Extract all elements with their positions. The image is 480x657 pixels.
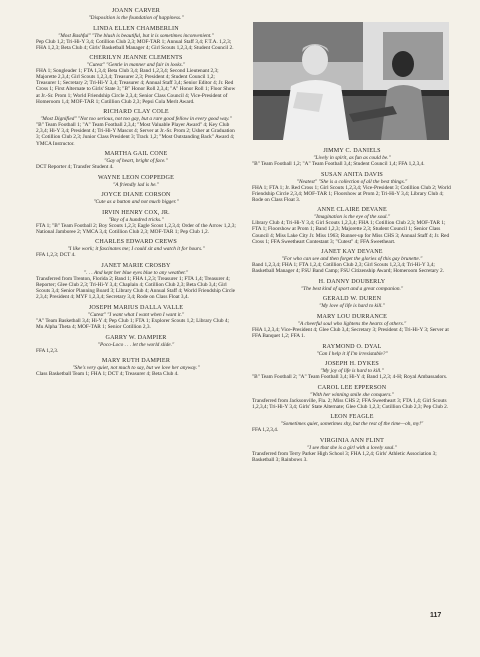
student-name: WAYNE LEON COPPEDGE: [97, 174, 175, 181]
student-name: CHARLES EDWARD CREWS: [95, 239, 177, 246]
student-quote: "Can I help it if I'm irresistable?": [316, 350, 388, 357]
student-quote: "Poco-Loco . . . let the world slide.": [97, 341, 175, 348]
student-entry: [252, 385, 452, 410]
student-quote: "Gay of heart, bright of face.": [104, 158, 168, 165]
student-name: GARRY W. DAMPIER: [105, 334, 167, 341]
student-quote: "For who can see and then forget the glories of this gay brunette.": [281, 256, 423, 263]
student-name: JANET MARIE CROSBY: [101, 263, 171, 269]
student-activities: FTA 1; "B" Team Football 2; Boy Scouts 1,2,3; Eagle Scout 1,2,3,4; Order of the Arrow 1,2,3; National Jamboree 2; YMCA 3,4; Cotillion Club 2,3; MOF-TAR 1; Pep Club 1,2.: [36, 222, 236, 235]
student-name: JOSEPH MARIUS DALLA VALLE: [88, 304, 184, 311]
student-entry: [36, 358, 236, 377]
student-entry: [36, 239, 236, 258]
page-number: 117: [430, 612, 442, 619]
left-column: [36, 8, 236, 382]
student-entry: [252, 438, 452, 463]
student-quote: "Cute as a button and not much bigger.": [93, 199, 179, 206]
student-quote: "Most Bashful" "The blush is beautiful, but it is sometimes inconvenient.": [58, 32, 214, 39]
student-name: RAYMOND O. DYAL: [322, 343, 382, 350]
student-entry: [36, 305, 236, 330]
student-quote: "My love of life is hard to kill.": [319, 303, 385, 310]
right-column: [252, 148, 452, 468]
student-quote: "I like work; it fascinates me; I could sit and watch it for hours.": [67, 246, 205, 253]
student-entry: [252, 249, 452, 274]
student-activities: Transferred from Terry Parker High School 3; FHA 1,2,4; Girls' Athletic Association 3; Basketball 3; Rainbows 3.: [252, 451, 437, 464]
student-name: H. DANNY DOUBERLY: [318, 278, 386, 285]
student-name: MARTHA GAIL CONE: [104, 151, 168, 158]
student-quote: "Imagination is the eye of the soul.": [313, 214, 391, 221]
student-quote: "Neatest" "She is a collection of all the best things.": [296, 178, 408, 185]
student-activities: FFA 1,2,3,4.: [252, 427, 279, 434]
student-entry: [252, 279, 452, 292]
student-name: ANNE CLAIRE DEVANE: [317, 207, 387, 214]
student-activities: FHA 1,2,3,4; Vice-President 4; Glee Club 3,4; Secretary 3; President 4; Tri-Hi-Y 3; Server at FFA Banquet 1,2; FFA 1.: [252, 326, 449, 340]
student-entry: [252, 314, 452, 339]
student-quote: "The best kind of sport and a great companion.": [300, 285, 404, 292]
student-activities: Transferred from Trenton, Florida 2; Band 1; FHA 1,2,3; Treasurer 1; FTA 1,4; Treasurer 4; Reporter; Glee Club 2,3; Tri-Hi-Y 3,4; Chaplain 4; Cotillion Club 2,3; Beta Club 3,4; Girl Scouts 3,4; Senior Planning Board 3; Library Club 4; Annual Staff 4; World Friendship Circle 2,3,4; President 4; MYF 1,2,3,4; Secretary 3,4; Rode on Class Float 3,4.: [36, 276, 236, 301]
student-entry: [252, 296, 452, 309]
student-entry: [252, 344, 452, 357]
student-name: CAROL LEE EPPERSON: [317, 384, 387, 391]
student-activities: "B" Team Football 2; "A" Team Football 3,4; Hi-Y 4; Band 1,2,3; 4-H; Royal Ambassadors.: [252, 374, 448, 381]
student-entry: [36, 109, 236, 146]
student-name: JOANN CARVER: [111, 8, 161, 14]
student-entry: [252, 207, 452, 244]
student-activities: Library Club 4; Tri-Hi-Y 3,4; Girl Scouts 1,2,3,4; FHA 1; Cotillion Club 2,3; MOF-TAR 1; FTA 1; Floorshow at Prom 1; Band 1,2,3; Majorette 2,3; Student Council 1; Senior Class Council 4; Miss Lake City Jr. Miss 1963; Runner-up for Miss CHS 3; Annual Staff 4; Jr. Red Cross 1; FFA Sweetheart Contestant 3; "Cutest" 4; FFA Sweetheart.: [252, 220, 450, 245]
photo-two-students: [253, 22, 449, 140]
student-name: SUSAN ANITA DAVIS: [320, 171, 384, 178]
student-activities: "B" Team Football 1; "A" Team Football 2,3,4; "Most Valuable Player Award" 4; Key Club 2,3,4; Hi-Y 3,4; President 4; Tri-Hi-Y Mascot 4; Server at Jr.-Sr. Prom 2; Usher at Graduation 3; Cotillion Club 2,3; Junior Class President 3; Track 1,2; "Most Outstanding Back" Award 4; YMCA Instructor.: [36, 122, 235, 147]
student-quote: "With her winning smile she conquers.": [310, 391, 394, 398]
student-entry: [36, 263, 236, 300]
student-quote: ". . . And kept her blue eyes blue to any weather.": [83, 270, 189, 276]
student-entry: [36, 8, 236, 21]
student-activities: FFA 1,2,3.: [36, 347, 59, 354]
student-activities: Band 1,2,3,4; FHA 1; FTA 1,2,4; Cotillion Club 2,3; Girl Scouts 1,2,3,4; Tri-Hi-Y 3,4; Basketball Manager 4; FSU Band Camp; FSU Citizenship Award; Homeroom Secretary 2.: [252, 262, 444, 275]
student-quote: "I see that she is a girl with a lovely soul.": [307, 445, 397, 451]
student-entry: [36, 335, 236, 354]
student-activities: "A" Team Basketball 3,4; Hi-Y 4; Pep Club 1; FTA 1; Explorer Scouts 1,2; Library Club 4; Mu Alpha Theta 4; MOF-TAR 1; Senior Cotillion 2,3.: [36, 317, 230, 330]
student-quote: "A friendly lad is he.": [113, 181, 159, 188]
student-entry: [36, 210, 236, 235]
student-entry: [252, 361, 452, 380]
student-entry: [252, 148, 452, 167]
student-entry: [36, 26, 236, 51]
student-activities: FHA 1; FTA 1; Jr. Red Cross 1; Girl Scouts 1,2,3,4; Vice-President 3; Cotillion Club 2; World Friendship Circle 2,3,4; MOF-TAR 1; Floorshow at Prom 2; Tri-Hi-Y 3,4; Library Club 4; Rode on Class Float 3.: [252, 184, 451, 203]
student-name: MARY RUTH DAMPIER: [101, 358, 171, 365]
student-quote: "Disposition is the foundation of happiness.": [88, 15, 184, 21]
student-quote: "Cutest" "Gentle in manner and fair in looks.": [86, 62, 186, 69]
student-activities: FHA 1; Songleader 1; FTA 1,3,4; Beta Club 3,4; Band 1,2,3,4; Second Lieutenant 2,3; Majorette 2,3,4; Girl Scouts 1,2,3,4; Treasurer 2,3; President 4; Student Council 1,2; Treasurer 1; Secretary 2; Tri-Hi-Y 3,4; Treasurer 4; Annual Staff 3,4; Senior Editor 4; Jr. Red Cross 1; First Alternate to Girls' State 3; "B" Honor Roll 2,3,4; "A" Honor Roll 1; Floor Show at Jr.-Sr. Prom 1; World Friendship Circle 2,3,4; Senior Class Council 4; Vice-President of Homeroom 1,4; MOF-TAR 1; Cotillion Club 2,3; Pepsi Cola Merit Award.: [36, 68, 236, 105]
student-activities: Transferred from Jacksonville, Fla. 2; Miss CHS 2; FFA Sweetheart 3; FTA 1,4; Girl Scouts 1,2,3,4; Tri-Hi-Y 3,4; Girls' State Alternate; Glee Club 1,2,3; Cotillion Club 2,3; Pep Club 2.: [252, 397, 449, 410]
student-entry: [36, 55, 236, 105]
student-quote: "A cheerful soul who lightens the hearts of others.": [297, 320, 407, 327]
student-entry: [36, 192, 236, 205]
student-name: RICHARD CLAY COLE: [103, 109, 169, 116]
student-entry: [36, 151, 236, 170]
student-quote: "My joy of life is hard to kill.": [320, 368, 384, 375]
student-entry: [36, 175, 236, 188]
student-entry: [252, 172, 452, 203]
student-quote: "She's very quiet, not much to say, but we love her anyway.": [72, 365, 200, 372]
student-name: LEON FEAGLE: [330, 414, 374, 421]
student-quote: "Sometimes quiet, sometimes shy, but the rest of the time—oh, my!": [280, 421, 424, 428]
student-activities: "B" Team Football 1,2; "A" Team Football 3,4; Student Council 1,4; FFA 1,2,3,4.: [252, 161, 425, 167]
student-name: JIMMY C. DANIELS: [323, 148, 381, 154]
student-name: JOSEPH H. DYKES: [325, 361, 379, 368]
student-activities: FFA 1,2,3; DCT 4.: [36, 252, 76, 259]
student-name: LINDA ELLEN CHAMBERLIN: [93, 25, 179, 32]
student-activities: Pep Club 1,2; Tri-Hi-Y 3,4; Cotillion Club 2,3; MOF-TAR 1; Annual Staff 3,4; F.T.A. 1,2,3; FHA 1,2,3; Beta Club 4; Girls' Basketball Manager 4; Girl Scouts 1,2,3,4; Student Council 2.: [36, 38, 234, 51]
student-activities: DCT Reporter 4; Transfer Student 4.: [36, 164, 114, 171]
student-name: JOYCE DIANE CORSON: [101, 192, 171, 199]
student-name: VIRGINIA ANN FLINT: [319, 438, 385, 444]
student-name: JANET KAY DEVANE: [321, 249, 383, 256]
student-name: IRVIN HENRY COX, JR.: [102, 209, 170, 216]
student-quote: "Lively in spirit, as fun as could be.": [313, 155, 391, 161]
student-quote: "Most Dignified" "Not too serious, not too gay, but a rare good fellow in every good way.": [40, 116, 232, 123]
student-quote: "Boy of a hundred tricks.": [108, 216, 164, 223]
student-name: GERALD W. DUREN: [322, 296, 382, 303]
student-activities: Class Basketball Team 1; FHA 1; DCT 4; Treasurer 4; Beta Club 4.: [36, 371, 179, 378]
student-name: CHERILYN JEANNE CLEMENTS: [89, 55, 183, 62]
student-quote: "Cutest" "I want what I want when I want it.": [87, 311, 185, 318]
student-name: MARY LOU DURRANCE: [316, 313, 388, 320]
student-entry: [252, 414, 452, 433]
